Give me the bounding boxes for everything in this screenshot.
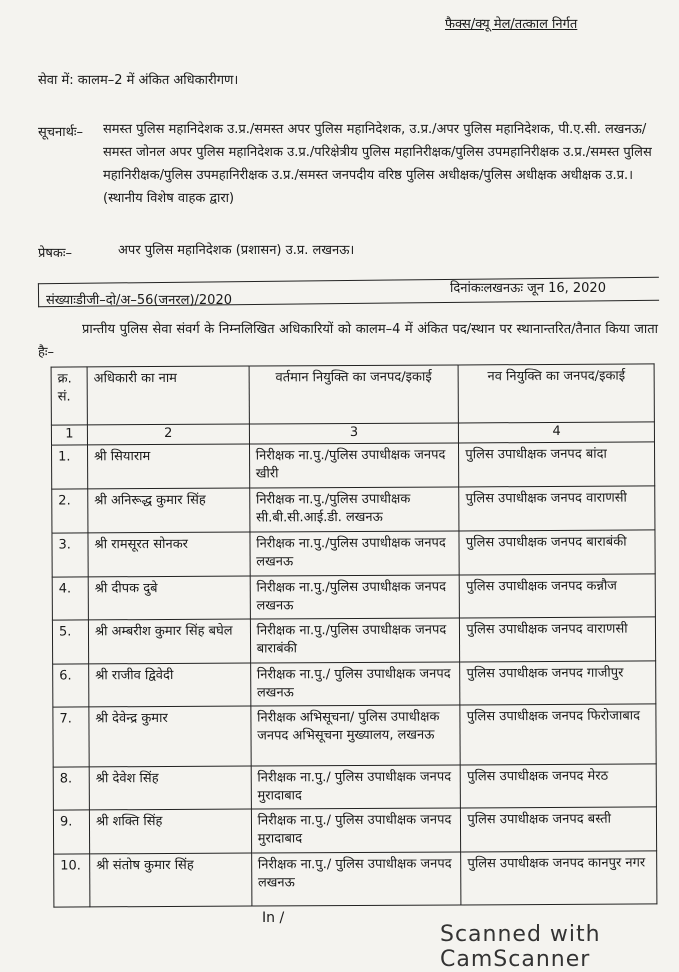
reference-date: दिनांकःलखनऊः जून 16, 2020: [450, 281, 606, 296]
serial-cell: 1.: [51, 445, 87, 489]
table-row: [53, 764, 656, 810]
officer-name-cell: श्री सियाराम: [87, 444, 249, 489]
new-posting-cell: पुलिस उपाधीक्षक जनपद वाराणसी: [460, 617, 656, 662]
current-posting-cell: निरीक्षक ना.पु./ पुलिस उपाधीक्षक जनपद लखनऊ: [250, 662, 460, 706]
transfer-table: [51, 363, 658, 907]
serial-cell: 5.: [52, 620, 88, 664]
current-posting-cell: निरीक्षक ना.पु./पुलिस उपाधीक्षक जनपद लखनऊ: [250, 575, 460, 619]
table-row: [52, 486, 655, 533]
page-continue-mark: In /: [262, 910, 285, 926]
current-posting-cell: निरीक्षक ना.पु./पुलिस उपाधीक्षक जनपद बाराबंकी: [250, 618, 460, 663]
table-row: [53, 807, 656, 854]
officer-name-cell: श्री रामसूरत सोनकर: [88, 532, 250, 577]
col-number: 1: [51, 425, 87, 445]
officer-name-cell: श्री अनिरूद्ध कुमार सिंह: [88, 488, 250, 533]
header-new-posting: नव नियुक्ति का जनपद/इकाई: [458, 364, 654, 423]
officer-name-cell: श्री शक्ति सिंह: [89, 809, 251, 854]
new-posting-cell: पुलिस उपाधीक्षक जनपद वाराणसी: [459, 486, 655, 531]
current-posting-cell: निरीक्षक ना.पु./पुलिस उपाधीक्षक सी.बी.सी.आई.डी. लखनऊ: [249, 487, 459, 532]
table-row: [54, 851, 657, 907]
header-row: [51, 364, 654, 425]
header-name: अधिकारी का नाम: [87, 366, 249, 425]
serial-cell: 10.: [54, 854, 90, 907]
new-posting-cell: पुलिस उपाधीक्षक जनपद कानपुर नगर: [461, 851, 657, 905]
current-posting-cell: निरीक्षक ना.पु./ पुलिस उपाधीक्षक जनपद लखनऊ: [251, 852, 461, 906]
current-posting-cell: निरीक्षक ना.पु./पुलिस उपाधीक्षक जनपद लखनऊ: [250, 531, 460, 576]
officer-name-cell: श्री देवेश सिंह: [89, 766, 251, 810]
serial-cell: 7.: [53, 707, 89, 767]
serial-cell: 8.: [53, 767, 89, 810]
header-current-posting: वर्तमान नियुक्ति का जनपद/इकाई: [249, 365, 459, 424]
officer-name-cell: श्री देवेन्द्र कुमार: [89, 706, 251, 767]
table-row: [53, 704, 656, 767]
suchnarth-label: सूचनार्थः–: [38, 125, 84, 140]
current-posting-cell: निरीक्षक ना.पु./ पुलिस उपाधीक्षक जनपद मुरादाबाद: [251, 765, 461, 809]
preshak-text: अपर पुलिस महानिदेशक (प्रशासन) उ.प्र. लखनऊ।: [118, 243, 355, 258]
new-posting-cell: पुलिस उपाधीक्षक जनपद बाराबंकी: [459, 530, 655, 575]
col-number: 2: [87, 424, 249, 445]
dispatch-note: फैक्स/क्यू मेल/तत्काल निर्गत: [445, 17, 578, 32]
col-number: 4: [459, 422, 655, 443]
current-posting-cell: निरीक्षक अभिसूचना/ पुलिस उपाधीक्षक जनपद अभिसूचना मुख्यालय, लखनऊ: [251, 705, 461, 766]
officer-name-cell: श्री अम्बरीश कुमार सिंह बघेल: [88, 619, 250, 664]
new-posting-cell: पुलिस उपाधीक्षक जनपद मेरठ: [461, 764, 657, 808]
new-posting-cell: पुलिस उपाधीक्षक जनपद कन्नौज: [460, 574, 656, 618]
serial-cell: 9.: [53, 810, 89, 854]
current-posting-cell: निरीक्षक ना.पु./ पुलिस उपाधीक्षक जनपद मुरादाबाद: [251, 808, 461, 853]
serial-cell: 3.: [52, 533, 88, 577]
table-row: [52, 617, 655, 664]
reference-number: संख्याःडीजी–दो/अ–56(जनरल)/2020: [46, 293, 232, 308]
addressee: सेवा में: कालम–2 में अंकित अधिकारीगण।: [38, 73, 239, 88]
serial-cell: 6.: [53, 664, 89, 707]
new-posting-cell: पुलिस उपाधीक्षक जनपद फिरोजाबाद: [460, 704, 656, 765]
current-posting-cell: निरीक्षक ना.पु./पुलिस उपाधीक्षक जनपद खीरी: [249, 443, 459, 488]
suchnarth-text: समस्त पुलिस महानिदेशक उ.प्र./समस्त अपर पुलिस महानिदेशक, उ.प्र./अपर पुलिस महानिदेशक, पी.ए.सी. लखनऊ/समस्त जोनल अपर पुलिस महानिदेशक उ.प्र./परिक्षेत्रीय पुलिस महानिरीक्षक/पुलिस उपमहानिरीक्षक उ.प्र./समस्त पुलिस महानिरीक्षक/पुलिस उपमहानिरीक्षक उ.प्र./समस्त जनपदीय वरिष्ठ पुलिस अधीक्षक/पुलिस अधीक्षक अधीक्षक उ.प्र.। (स्थानीय विशेष वाहक द्वारा): [103, 122, 652, 206]
new-posting-cell: पुलिस उपाधीक्षक जनपद गाजीपुर: [460, 661, 656, 705]
scanner-watermark: Scanned with CamScanner: [440, 922, 601, 972]
serial-cell: 2.: [52, 489, 88, 533]
officer-name-cell: श्री संतोष कुमार सिंह: [90, 853, 252, 907]
officer-name-cell: श्री दीपक दुबे: [88, 576, 250, 620]
header-serial: क्र. सं.: [51, 367, 87, 425]
table-row: [52, 574, 655, 620]
table-row: [51, 442, 654, 489]
officer-name-cell: श्री राजीव द्विवेदी: [89, 663, 251, 707]
table-row: [53, 661, 656, 707]
new-posting-cell: पुलिस उपाधीक्षक जनपद बस्ती: [461, 807, 657, 852]
table-row: [52, 530, 655, 577]
new-posting-cell: पुलिस उपाधीक्षक जनपद बांदा: [459, 442, 655, 487]
intro-paragraph: प्रान्तीय पुलिस सेवा संवर्ग के निम्नलिखित अधिकारियों को कालम–4 में अंकित पद/स्थान पर स्थानान्तरित/तैनात किया जाता हैः–: [38, 322, 658, 360]
serial-cell: 4.: [52, 577, 88, 620]
col-number: 3: [249, 423, 459, 444]
preshak-label: प्रेषकः–: [38, 246, 73, 261]
